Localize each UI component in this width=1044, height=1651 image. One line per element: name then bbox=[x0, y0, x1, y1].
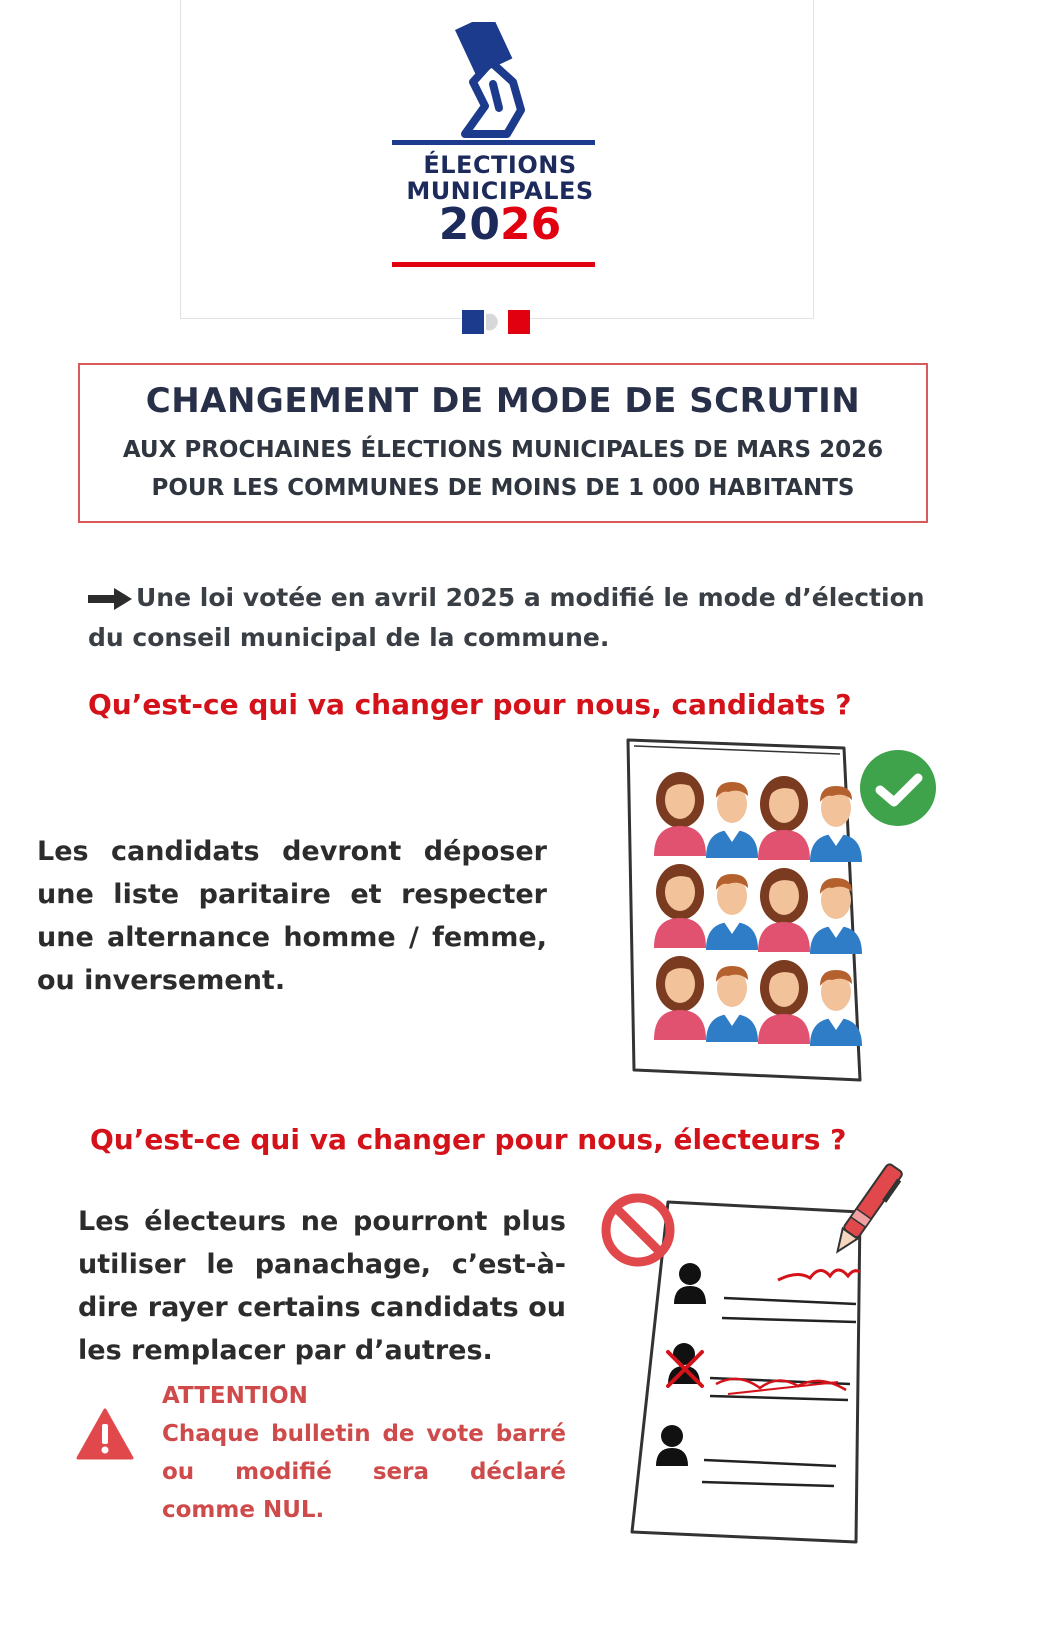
attention-title: ATTENTION bbox=[162, 1383, 308, 1409]
logo-year bbox=[360, 200, 640, 250]
logo-line-elections: ÉLECTIONS bbox=[423, 151, 577, 179]
candidates-paragraph: Les candidats devront déposer une liste paritaire et respecter une alternance homme / femme, ou inversement. bbox=[37, 836, 547, 996]
candidates-heading: Qu’est-ce qui va changer pour nous, candidats ? bbox=[88, 688, 852, 721]
intro-text: Une loi votée en avril 2025 a modifié le mode d’élection du conseil municipal de la commune. bbox=[88, 583, 925, 652]
arrow-right-icon bbox=[88, 588, 132, 610]
logo-year-suffix: 26 bbox=[500, 199, 562, 250]
attention-text: Chaque bulletin de vote barré ou modifié sera déclaré comme NUL. bbox=[162, 1421, 566, 1523]
candidate-woman-icon bbox=[758, 868, 810, 952]
forbidden-icon bbox=[606, 1198, 670, 1262]
page-subtitle bbox=[80, 431, 926, 507]
candidate-woman-icon bbox=[654, 772, 706, 856]
check-badge-icon bbox=[860, 750, 936, 826]
candidate-woman-icon bbox=[758, 960, 810, 1044]
warning-icon bbox=[76, 1408, 134, 1460]
logo-line-municipales: MUNICIPALES bbox=[406, 177, 594, 205]
logo-red-line bbox=[392, 262, 595, 267]
marianne-flag-icon bbox=[462, 310, 530, 334]
ballot-illustration bbox=[598, 1160, 958, 1552]
logo-title bbox=[360, 152, 640, 204]
candidate-list-illustration bbox=[612, 730, 942, 1090]
intro-paragraph bbox=[88, 578, 948, 658]
subtitle-line-2: POUR LES COMMUNES DE MOINS DE 1 000 HABITANTS bbox=[151, 475, 855, 501]
page-title: CHANGEMENT DE MODE DE SCRUTIN bbox=[145, 381, 861, 421]
title-box bbox=[78, 363, 928, 523]
subtitle-line-1: AUX PROCHAINES ÉLECTIONS MUNICIPALES DE MARS 2026 bbox=[122, 437, 884, 463]
logo-blue-line bbox=[392, 140, 595, 145]
candidate-woman-icon bbox=[654, 864, 706, 948]
logo-year-prefix: 20 bbox=[438, 199, 500, 250]
candidate-woman-icon bbox=[654, 956, 706, 1040]
candidate-woman-icon bbox=[758, 776, 810, 860]
voters-paragraph: Les électeurs ne pourront plus utiliser le panachage, c’est-à-dire rayer certains candidats ou les remplacer par d’autres. bbox=[78, 1206, 566, 1366]
ballot-box-logo-icon bbox=[395, 22, 605, 152]
voters-heading: Qu’est-ce qui va changer pour nous, électeurs ? bbox=[90, 1123, 847, 1156]
